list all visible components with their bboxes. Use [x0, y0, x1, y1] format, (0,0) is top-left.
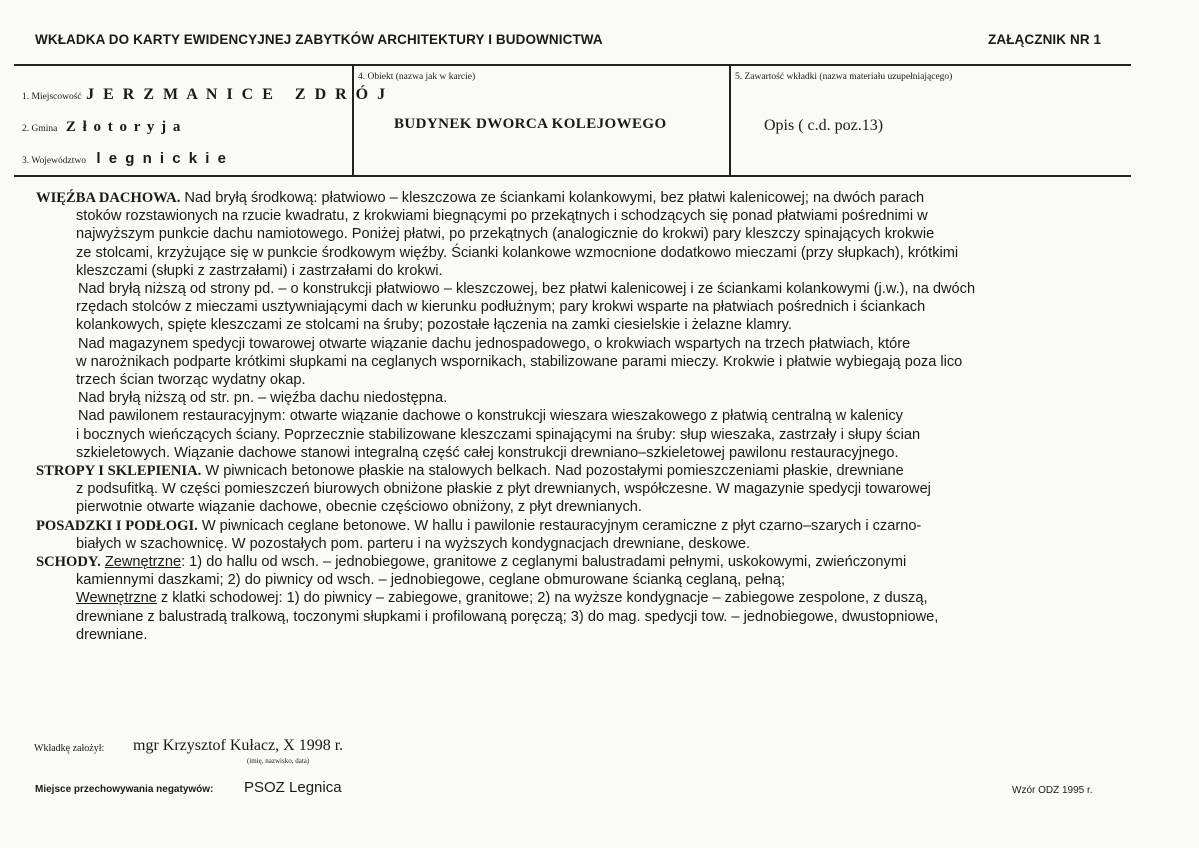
voivodeship-label: 3. Województwo — [22, 156, 86, 166]
text-line: pierwotnie otwarte wiązanie dachowe, obecnie częściowo obniżony, z płyt drewnianych. — [76, 499, 642, 516]
text-line: Nad bryłą niższą od str. pn. – więźba dachu niedostępna. — [78, 390, 448, 407]
text-line: szkieletowych. Wiązanie dachowe stanowi integralną część całej konstrukcji drewniano–szkieletowej pawilonu restauracyjnego. — [76, 444, 899, 461]
text-line: W piwnicach ceglane betonowe. W hallu i pawilonie restauracyjnym ceramiczne z płyt czarno–szarych i czarno- — [197, 517, 922, 534]
municipality-value: Z ł o t o r y j a — [65, 119, 182, 135]
divider-1 — [352, 64, 354, 176]
section-heading: WIĘŹBA DACHOWA. — [36, 190, 181, 206]
author-value: mgr Krzysztof Kułacz, X 1998 r. — [133, 737, 344, 754]
author-label: Wkładkę założył: — [34, 743, 105, 754]
section-heading: POSADZKI I PODŁOGI. — [36, 517, 198, 534]
text-line: kolankowych, spięte kleszczami ze stolcami na śruby; pozostałe łączenia na zamki ciesielskie i żelazne klamry. — [76, 317, 792, 334]
section-floors — [36, 517, 1136, 535]
description-body — [36, 189, 1136, 644]
text-line: i bocznych wieńczących ściany. Poprzecznie stabilizowane kleszczami spinającymi na śruby: słup wieszaka, zastrzały i słupy ścian — [76, 426, 921, 443]
text-line: Nad bryłą niższą od strony pd. – o konstrukcji płatwiowo – kleszczowej, bez płatwi kalenicowej i ze ściankami kolankowymi (j.w.), na dwóch — [78, 281, 976, 298]
voivodeship-value: l e g n i c k i e — [96, 150, 228, 167]
section-heading: SCHODY. — [36, 554, 101, 571]
external-stairs-label: Zewnętrzne — [104, 554, 182, 571]
internal-stairs-label: Wewnętrzne — [76, 590, 157, 607]
text-line: w narożnikach podparte krótkimi słupkami na ceglanych wspornikach, stabilizowane parami mieczy. Krokwie i płatwie wybiegają poza lico — [76, 353, 963, 370]
text-line: białych w szachownicę. W pozostałych pom. parteru i na wyższych kondygnacjach drewniane, deskowe. — [76, 535, 751, 552]
document-title: WKŁADKA DO KARTY EWIDENCYJNEJ ZABYTKÓW ARCHITEKTURY I BUDOWNICTWA — [35, 32, 603, 47]
text-line: ze stolcami, krzyżujące się w punkcie środkowym więźby. Ścianki kolankowe wzmocnione dodatkowo mieczami (przy słupkach), krótkimi — [76, 244, 959, 261]
storage-value: PSOZ Legnica — [244, 779, 342, 796]
text-line: : 1) do hallu od wsch. – jednobiegowe, granitowe z ceglanymi balustradami pełnymi, uskokowymi, zwieńczonymi — [181, 554, 907, 571]
text-line: drewniane z balustradą tralkową, toczonymi słupkami i profilowaną poręczą; 3) do mag. spedycji tow. – jednobiegowe, dwustopniowe, — [76, 608, 939, 625]
text-line: z klatki schodowej: 1) do piwnicy – zabiegowe, granitowe; 2) na wyższe kondygnacje – zabiegowe zespolone, z duszą, — [156, 590, 928, 607]
text-line: kleszczami (słupki z zastrzałami) i zastrzałami do krokwi. — [76, 262, 443, 279]
locality-value: J E R Z M A N I C E Z D R Ó J — [86, 86, 388, 103]
locality-label: 1. Miejscowość — [22, 92, 82, 102]
text-line: Nad pawilonem restauracyjnym: otwarte wiązanie dachowe o konstrukcji wieszara wieszakowego z płatwią centralną w kalenicy — [78, 408, 903, 425]
section-roof — [36, 189, 1136, 207]
municipality-label: 2. Gmina — [22, 124, 58, 134]
section-ceilings — [36, 462, 1136, 480]
text-line: trzech ścian tworząc wydatny okap. — [76, 372, 306, 389]
locality-row — [22, 86, 388, 104]
text-line: rzędach stolców z mieczami usztywniającymi dach w kierunku podłużnym; pary krokwi wsparte na płatwiach pośrednich i ściankach — [76, 299, 926, 316]
text-line: Nad magazynem spedycji towarowej otwarte wiązanie dachu jednospadowego, o krokwiach wspartych na trzech płatwiach, które — [78, 335, 911, 352]
template-version: Wzór ODZ 1995 r. — [1012, 785, 1093, 796]
text-line: stoków rozstawionych na rzucie kwadratu, z krokwiami biegnącymi po przekątnych i schodzących się ponad płatwiami pośrednimi w — [76, 208, 928, 225]
object-value: BUDYNEK DWORCA KOLEJOWEGO — [394, 116, 667, 132]
attachment-number: ZAŁĄCZNIK NR 1 — [988, 32, 1102, 47]
author-hint: (imię, nazwisko, data) — [247, 757, 310, 765]
content-value: Opis ( c.d. poz.13) — [764, 117, 884, 134]
voivodeship-row — [22, 150, 228, 168]
text-line: najwyższym punkcie dachu namiotowego. Poniżej płatwi, po przekątnych (analogicznie do krokwi) pary kleszczy spinających krokwie — [76, 226, 935, 243]
object-label: 4. Obiekt (nazwa jak w karcie) — [358, 72, 476, 82]
text-line: kamiennymi daszkami; 2) do piwnicy od wsch. – jednobiegowe, ceglane obmurowane ścianką ceglaną, pełną; — [76, 572, 786, 589]
text-line: z podsufitką. W części pomieszczeń biurowych obniżone płaskie z płyt drewnianych, współczesne. W magazynie spedycji towarowej — [76, 481, 931, 498]
storage-label: Miejsce przechowywania negatywów: — [35, 784, 214, 795]
section-stairs — [36, 553, 1136, 571]
top-rule — [14, 64, 1131, 66]
divider-2 — [729, 64, 731, 176]
text-line: drewniane. — [76, 626, 148, 643]
municipality-row — [22, 118, 182, 136]
text-line: W piwnicach betonowe płaskie na stalowych belkach. Nad pozostałymi pomieszczeniami płaskie, drewniane — [201, 463, 904, 480]
bottom-rule — [14, 175, 1131, 177]
text-line: Nad bryłą środkową: płatwiowo – kleszczowa ze ściankami kolankowymi, bez płatwi kalenicowej; na dwóch parach — [180, 190, 925, 206]
section-heading: STROPY I SKLEPIENIA. — [36, 463, 202, 480]
content-label: 5. Zawartość wkładki (nazwa materiału uzupełniającego) — [735, 72, 953, 82]
